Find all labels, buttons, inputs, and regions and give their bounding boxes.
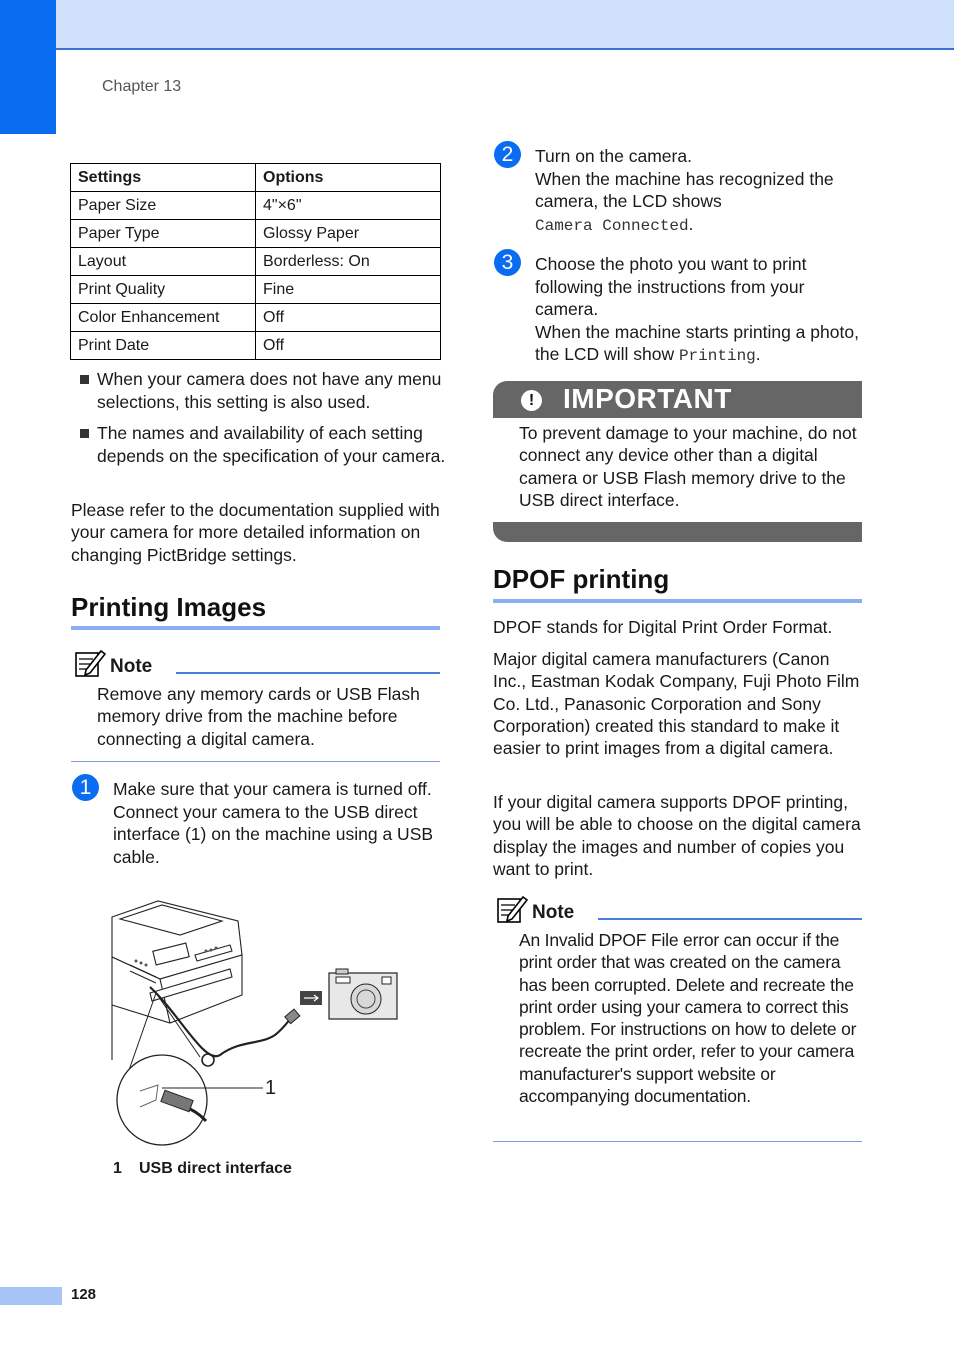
step-number-badge: 3 <box>494 249 521 276</box>
column-header: Settings <box>71 164 256 192</box>
note-bottom-rule <box>493 1141 862 1142</box>
important-footer-bar <box>493 522 862 542</box>
note-rule <box>176 672 440 674</box>
table-cell: Fine <box>256 276 441 304</box>
printer-usb-illustration <box>110 895 410 1150</box>
table-cell: Color Enhancement <box>71 304 256 332</box>
note-label: Note <box>532 902 575 923</box>
important-label: IMPORTANT <box>563 383 732 414</box>
lcd-message: Camera Connected <box>535 216 689 235</box>
note-rule <box>598 918 862 920</box>
table-header-row <box>71 164 441 192</box>
chapter-label: Chapter 13 <box>102 78 182 95</box>
bullet-text: When your camera does not have any menu selections, this setting is also used. <box>97 369 442 412</box>
table-cell: Off <box>256 304 441 332</box>
list-item <box>78 368 448 413</box>
step-2-line-1: Turn on the camera. <box>535 146 692 166</box>
table-cell: Paper Type <box>71 220 256 248</box>
square-bullet-icon <box>80 429 89 438</box>
chapter-tab <box>0 0 56 134</box>
table-row <box>71 192 441 220</box>
section-title-printing-images: Printing Images <box>71 592 267 622</box>
square-bullet-icon <box>80 375 89 384</box>
important-banner <box>493 381 862 418</box>
title-underline <box>71 626 440 630</box>
refer-paragraph: Please refer to the documentation supplied with your camera for more detailed information on changing PictBridge settings. <box>71 500 440 565</box>
step-1-text: Make sure that your camera is turned off. Connect your camera to the USB direct interface (1) on the machine using a USB cable. <box>113 779 434 867</box>
table-cell: Layout <box>71 248 256 276</box>
table-cell: Off <box>256 332 441 360</box>
step-3-line-1: Choose the photo you want to print following the instructions from your camera. <box>535 254 807 319</box>
lcd-message: Printing <box>678 347 756 365</box>
caption-number: 1 <box>113 1160 122 1177</box>
table-cell: Glossy Paper <box>256 220 441 248</box>
list-item <box>78 422 448 467</box>
table-row <box>71 304 441 332</box>
bullet-text: The names and availability of each setting depends on the specification of your camera. <box>97 423 446 466</box>
step-number-badge: 1 <box>72 774 99 801</box>
step-2-period: . <box>688 213 694 234</box>
table-cell: Paper Size <box>71 192 256 220</box>
important-text: To prevent damage to your machine, do not connect any device other than a digital camera or USB Flash memory drive to the USB direct interface. <box>519 423 857 510</box>
caption-text: USB direct interface <box>139 1160 292 1177</box>
note-text: An Invalid DPOF File error can occur if the print order that was created on the camera has been corrupted. Delete and recreate the print order using your camera to correct this problem. For instructions on how to delete or recreate the print order, refer to your camera manufacturer's support website or accompanying documentation. <box>519 930 857 1107</box>
note-label: Note <box>110 656 153 677</box>
note-bottom-rule <box>71 761 440 762</box>
dpof-paragraph-2: Major digital camera manufacturers (Canon Inc., Eastman Kodak Company, Fuji Photo Film Co. Ltd., Panasonic Corporation and Sony Corporation) created this standard to make it easier to print images from a digital camera. <box>493 649 860 759</box>
step-3-line-2: When the machine starts printing a photo, the LCD will show <box>535 321 859 364</box>
note-heading <box>496 894 574 924</box>
table-row <box>71 220 441 248</box>
settings-table <box>70 163 441 360</box>
column-header: Options <box>256 164 441 192</box>
dpof-paragraph-3: If your digital camera supports DPOF printing, you will be able to choose on the digital camera display the images and number of copies you want to print. <box>493 792 861 879</box>
table-cell: 4"×6" <box>256 192 441 220</box>
step-3-text <box>535 253 860 368</box>
figure-callout-label: 1 <box>265 1077 277 1099</box>
note-text: Remove any memory cards or USB Flash memory drive from the machine before connecting a digital camera. <box>97 684 420 749</box>
table-row <box>71 332 441 360</box>
table-cell: Print Quality <box>71 276 256 304</box>
step-2-line-2: When the machine has recognized the camera, the LCD shows <box>535 168 834 211</box>
step-3-period: . <box>755 344 761 364</box>
page-number: 128 <box>71 1286 97 1303</box>
table-row <box>71 248 441 276</box>
section-title-dpof: DPOF printing <box>493 564 670 594</box>
dpof-paragraph-1: DPOF stands for Digital Print Order Format. <box>493 617 833 637</box>
header-band <box>0 0 954 50</box>
note-heading <box>74 648 152 678</box>
table-cell: Print Date <box>71 332 256 360</box>
title-underline <box>493 599 862 603</box>
table-row <box>71 276 441 304</box>
table-cell: Borderless: On <box>256 248 441 276</box>
note-pencil-icon <box>74 648 106 678</box>
note-pencil-icon <box>496 894 528 924</box>
page-number-band <box>0 1287 62 1305</box>
step-2-text <box>535 145 860 237</box>
exclamation-icon: ! <box>521 390 542 411</box>
figure-caption <box>113 1160 292 1178</box>
bullet-list <box>78 368 448 476</box>
step-number-badge: 2 <box>494 141 521 168</box>
printer-camera-figure <box>110 895 410 1150</box>
